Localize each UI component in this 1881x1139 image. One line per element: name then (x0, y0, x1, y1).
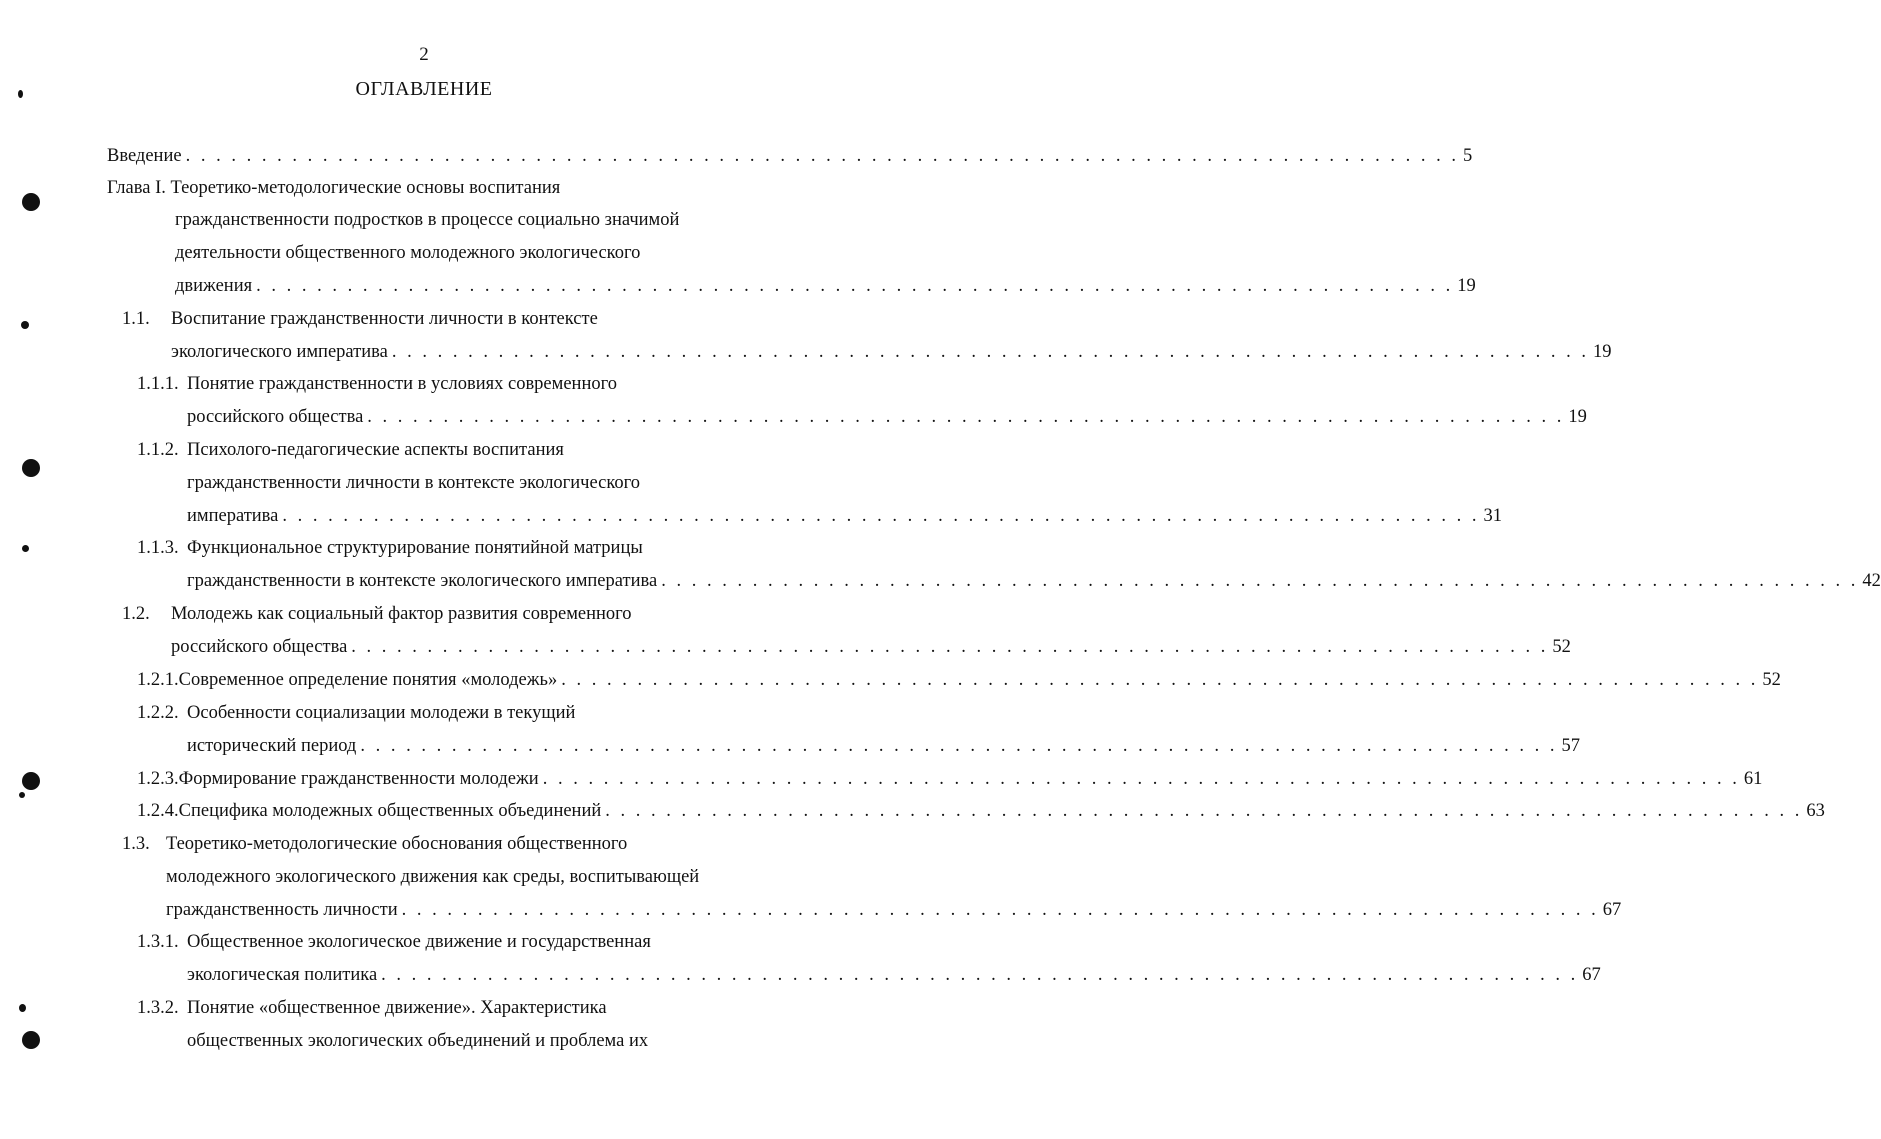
toc-entry-title: движения (175, 276, 253, 296)
dot-leader: . . . . . . . . . . . . . . . . . . . . . . . . . . . . . . . . . . . . . . . . . . . . . . . . . . . . . . . . . . . . . . . . . . . . . . . . . . . . . . . (605, 801, 1803, 821)
toc-page-number: 42 (1862, 571, 1881, 591)
page-title: ОГЛАВЛЕНИЕ (355, 78, 493, 100)
section-number: 1.1.2. (137, 440, 179, 460)
section-number: 1.2. (122, 604, 150, 624)
toc-page-number: 19 (1568, 407, 1587, 427)
toc-entry-title: экологического императива (171, 342, 388, 362)
toc-page-number: 31 (1483, 506, 1503, 526)
section-number: 1.1. (122, 309, 150, 329)
toc-page-number: 52 (1552, 637, 1571, 657)
toc-entry-title: гражданственности подростков в процессе социально значимой (175, 210, 680, 230)
toc-entry-title: молодежного экологического движения как среды, воспитывающей (166, 867, 700, 887)
toc-entry-title: Особенности социализации молодежи в текущий (187, 703, 576, 723)
toc-entry-1-3-2-line-2 (187, 1025, 648, 1057)
toc-entry-chapter-1-line-3 (175, 237, 640, 269)
toc-entry-title: российского общества (187, 407, 364, 427)
toc-page-number: 61 (1743, 769, 1763, 789)
toc-entry-title: Глава I. Теоретико-методологические основы воспитания (107, 178, 561, 198)
section-number: 1.2.2. (137, 703, 179, 723)
section-number: 1.3.2. (137, 998, 179, 1018)
section-number: 1.3.1. (137, 932, 179, 952)
toc-page-number: 5 (1462, 146, 1473, 166)
section-number: 1.1.1. (137, 374, 179, 394)
toc-entry-title: гражданственности в контексте экологического императива (187, 571, 658, 591)
dot-leader: . . . . . . . . . . . . . . . . . . . . . . . . . . . . . . . . . . . . . . . . . . . . . . . . . . . . . . . . . . . . . . . . . . . . . . . . . . . . . . . (367, 407, 1565, 427)
toc-page-number: 52 (1762, 670, 1781, 690)
dot-leader: . . . . . . . . . . . . . . . . . . . . . . . . . . . . . . . . . . . . . . . . . . . . . . . . . . . . . . . . . . . . . . . . . . . . . . . . . . . . . . . (391, 342, 1589, 362)
toc-entry-title: Воспитание гражданственности личности в контексте (171, 309, 598, 329)
dot-leader: . . . . . . . . . . . . . . . . . . . . . . . . . . . . . . . . . . . . . . . . . . . . . . . . . . . . . . . . . . . . . . . . . . . . . . . . . . . . . . . . . . . . (185, 146, 1459, 166)
toc-entry-title: гражданственности личности в контексте экологического (187, 473, 641, 493)
toc-entry-1-2-3[interactable] (137, 763, 1763, 795)
toc-entry-1-3-1-line-1 (137, 926, 651, 958)
toc-entry-1-3-line-2 (166, 861, 699, 893)
toc-entry-title: Психолого-педагогические аспекты воспитания (187, 440, 564, 460)
toc-entry-title: российского общества (171, 637, 348, 657)
dot-leader: . . . . . . . . . . . . . . . . . . . . . . . . . . . . . . . . . . . . . . . . . . . . . . . . . . . . . . . . . . . . . . . . . . . . . . . . . . . . . . . (561, 670, 1759, 690)
dot-leader: . . . . . . . . . . . . . . . . . . . . . . . . . . . . . . . . . . . . . . . . . . . . . . . . . . . . . . . . . . . . . . . . . . . . . . . . . . . . . . . (256, 276, 1454, 296)
dot-leader: . . . . . . . . . . . . . . . . . . . . . . . . . . . . . . . . . . . . . . . . . . . . . . . . . . . . . . . . . . . . . . . . . . . . . . . . . . . . . . . (351, 637, 1549, 657)
toc-entry-title: гражданственность личности (166, 900, 398, 920)
toc-entry-title: Теоретико-методологические обоснования общественного (166, 834, 628, 854)
toc-page-number: 19 (1592, 342, 1612, 362)
section-number: 1.2.4. (137, 801, 179, 821)
toc-entry-title: Понятие гражданственности в условиях современного (187, 374, 617, 394)
toc-entry-chapter-1-line-1 (107, 172, 560, 204)
section-number: 1.2.3. (137, 769, 179, 789)
toc-entry-intro[interactable] (107, 140, 1473, 172)
toc-entry-1-3-1[interactable] (187, 959, 1601, 991)
toc-entry-1-2-4[interactable] (137, 795, 1825, 827)
toc-entry-1-2-line-1 (122, 598, 632, 630)
toc-entry-1-1-2[interactable] (187, 500, 1503, 532)
toc-entry-1-1-3[interactable] (187, 565, 1881, 597)
section-number: 1.3. (122, 834, 150, 854)
section-number: 1.1.3. (137, 538, 179, 558)
section-number: 1.2.1. (137, 670, 179, 690)
toc-entry-1-1-1[interactable] (187, 401, 1587, 433)
dot-leader: . . . . . . . . . . . . . . . . . . . . . . . . . . . . . . . . . . . . . . . . . . . . . . . . . . . . . . . . . . . . . . . . . . . . . . . . . . . . . . . (661, 571, 1859, 591)
toc-page-number: 19 (1457, 276, 1476, 296)
toc-entry-1-1[interactable] (171, 336, 1612, 368)
toc-entry-title: Формирование гражданственности молодежи (178, 769, 539, 789)
toc-entry-1-1-1-line-1 (137, 368, 617, 400)
toc-entry-1-1-3-line-1 (137, 532, 643, 564)
toc-entry-1-2[interactable] (171, 631, 1571, 663)
toc-entry-chapter-1-line-2 (175, 204, 679, 236)
toc-entry-title: Понятие «общественное движение». Характеристика (187, 998, 607, 1018)
toc-entry-1-1-2-line-1 (137, 434, 564, 466)
toc-entry-1-2-1[interactable] (137, 664, 1781, 696)
toc-page-number: 57 (1561, 736, 1580, 756)
toc-entry-title: Общественное экологическое движение и государственная (187, 932, 651, 952)
toc-entry-1-1-2-line-2 (187, 467, 640, 499)
dot-leader: . . . . . . . . . . . . . . . . . . . . . . . . . . . . . . . . . . . . . . . . . . . . . . . . . . . . . . . . . . . . . . . . . . . . . . . . . . . . . . . (381, 965, 1579, 985)
toc-entry-title: Молодежь как социальный фактор развития современного (171, 604, 632, 624)
toc-page-number: 67 (1582, 965, 1601, 985)
toc-entry-title: деятельности общественного молодежного экологического (175, 243, 641, 263)
toc-entry-title: императива (187, 506, 279, 526)
toc-entry-1-3-line-1 (122, 828, 627, 860)
toc-entry-title: Специфика молодежных общественных объединений (178, 801, 602, 821)
toc-entry-title: Введение (107, 146, 182, 166)
toc-page-number: 63 (1806, 801, 1825, 821)
dot-leader: . . . . . . . . . . . . . . . . . . . . . . . . . . . . . . . . . . . . . . . . . . . . . . . . . . . . . . . . . . . . . . . . . . . . . . . . . . . . . . . (542, 769, 1740, 789)
page-number: 2 (419, 44, 429, 65)
toc-entry-1-3[interactable] (166, 894, 1622, 926)
toc-entry-title: исторический период (187, 736, 357, 756)
toc-entry-1-2-2[interactable] (187, 730, 1580, 762)
dot-leader: . . . . . . . . . . . . . . . . . . . . . . . . . . . . . . . . . . . . . . . . . . . . . . . . . . . . . . . . . . . . . . . . . . . . . . . . . . . . . . . (401, 900, 1599, 920)
toc-entry-1-2-2-line-1 (137, 697, 575, 729)
toc-page-number: 67 (1602, 900, 1622, 920)
toc-entry-1-1-line-1 (122, 303, 598, 335)
toc-entry-1-3-2-line-1 (137, 992, 607, 1024)
toc-entry-chapter-1[interactable] (175, 270, 1476, 302)
toc-entry-title: Функциональное структурирование понятийной матрицы (187, 538, 643, 558)
toc-entry-title: экологическая политика (187, 965, 378, 985)
toc-entry-title: общественных экологических объединений и проблема их (187, 1031, 649, 1051)
toc-entry-title: Современное определение понятия «молодежь» (178, 670, 558, 690)
dot-leader: . . . . . . . . . . . . . . . . . . . . . . . . . . . . . . . . . . . . . . . . . . . . . . . . . . . . . . . . . . . . . . . . . . . . . . . . . . . . . . . (282, 506, 1480, 526)
dot-leader: . . . . . . . . . . . . . . . . . . . . . . . . . . . . . . . . . . . . . . . . . . . . . . . . . . . . . . . . . . . . . . . . . . . . . . . . . . . . . . . (360, 736, 1558, 756)
